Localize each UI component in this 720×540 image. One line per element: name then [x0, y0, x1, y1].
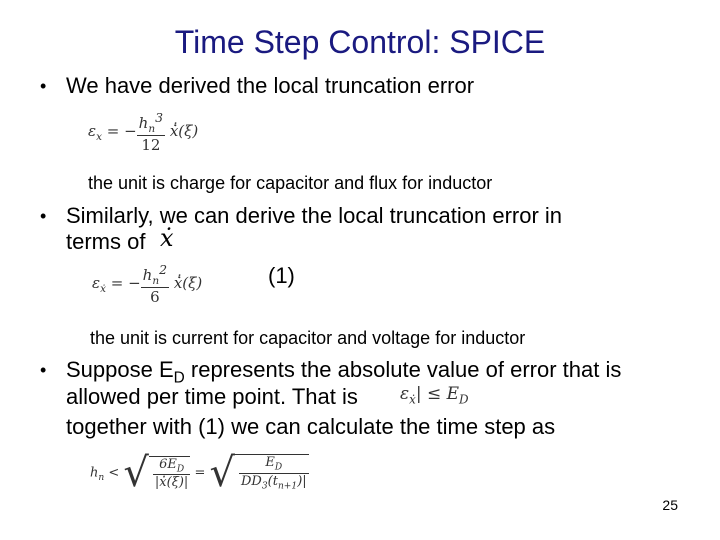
bullet-1-text: We have derived the local truncation error: [66, 73, 475, 98]
error-bound-inequality: $\varepsilon_ẋ| \le E_D$: [400, 384, 469, 407]
x-dot-symbol: ẋ: [160, 224, 174, 252]
note-charge-flux: the unit is charge for capacitor and flux for inductor: [88, 173, 493, 193]
bullet-dot: •: [40, 360, 47, 380]
bullet-2-line1: Similarly, we can derive the local truncation error in: [66, 203, 563, 228]
bullet-dot: •: [40, 76, 47, 96]
equation-time-step: $h_n$ < √ $\frac{6E_D}{|ẋ̇̇(\xi)|}$ = √ $\frac{E_D}{DD_3(t_{n+1})|}$: [90, 450, 307, 496]
note-current-voltage: the unit is current for capacitor and voltage for inductor: [90, 328, 526, 348]
bullet-2-line2: terms of: [66, 229, 146, 254]
equation-label: (1): [268, 263, 295, 288]
slide-title: Time Step Control: SPICE: [174, 24, 546, 60]
equation-charge-error: $\varepsilon_x$ = − $\frac{h_n^3}{12}$ ẋ̇̇(ξ): [88, 110, 199, 154]
bullet-dot: •: [40, 206, 47, 226]
bullet-3-line2: allowed per time point. That is: [66, 384, 358, 409]
page-number: 25: [662, 497, 678, 513]
equation-current-error: $\varepsilon_ẋ$ = − $\frac{h_n^2}{6}$ ẋ̇̇(ξ): [92, 262, 203, 306]
bullet-3-line3: together with (1) we can calculate the time step as: [66, 414, 556, 439]
bullet-3-line1: Suppose $E_D$ represents the absolute value of error that is: [66, 357, 622, 387]
